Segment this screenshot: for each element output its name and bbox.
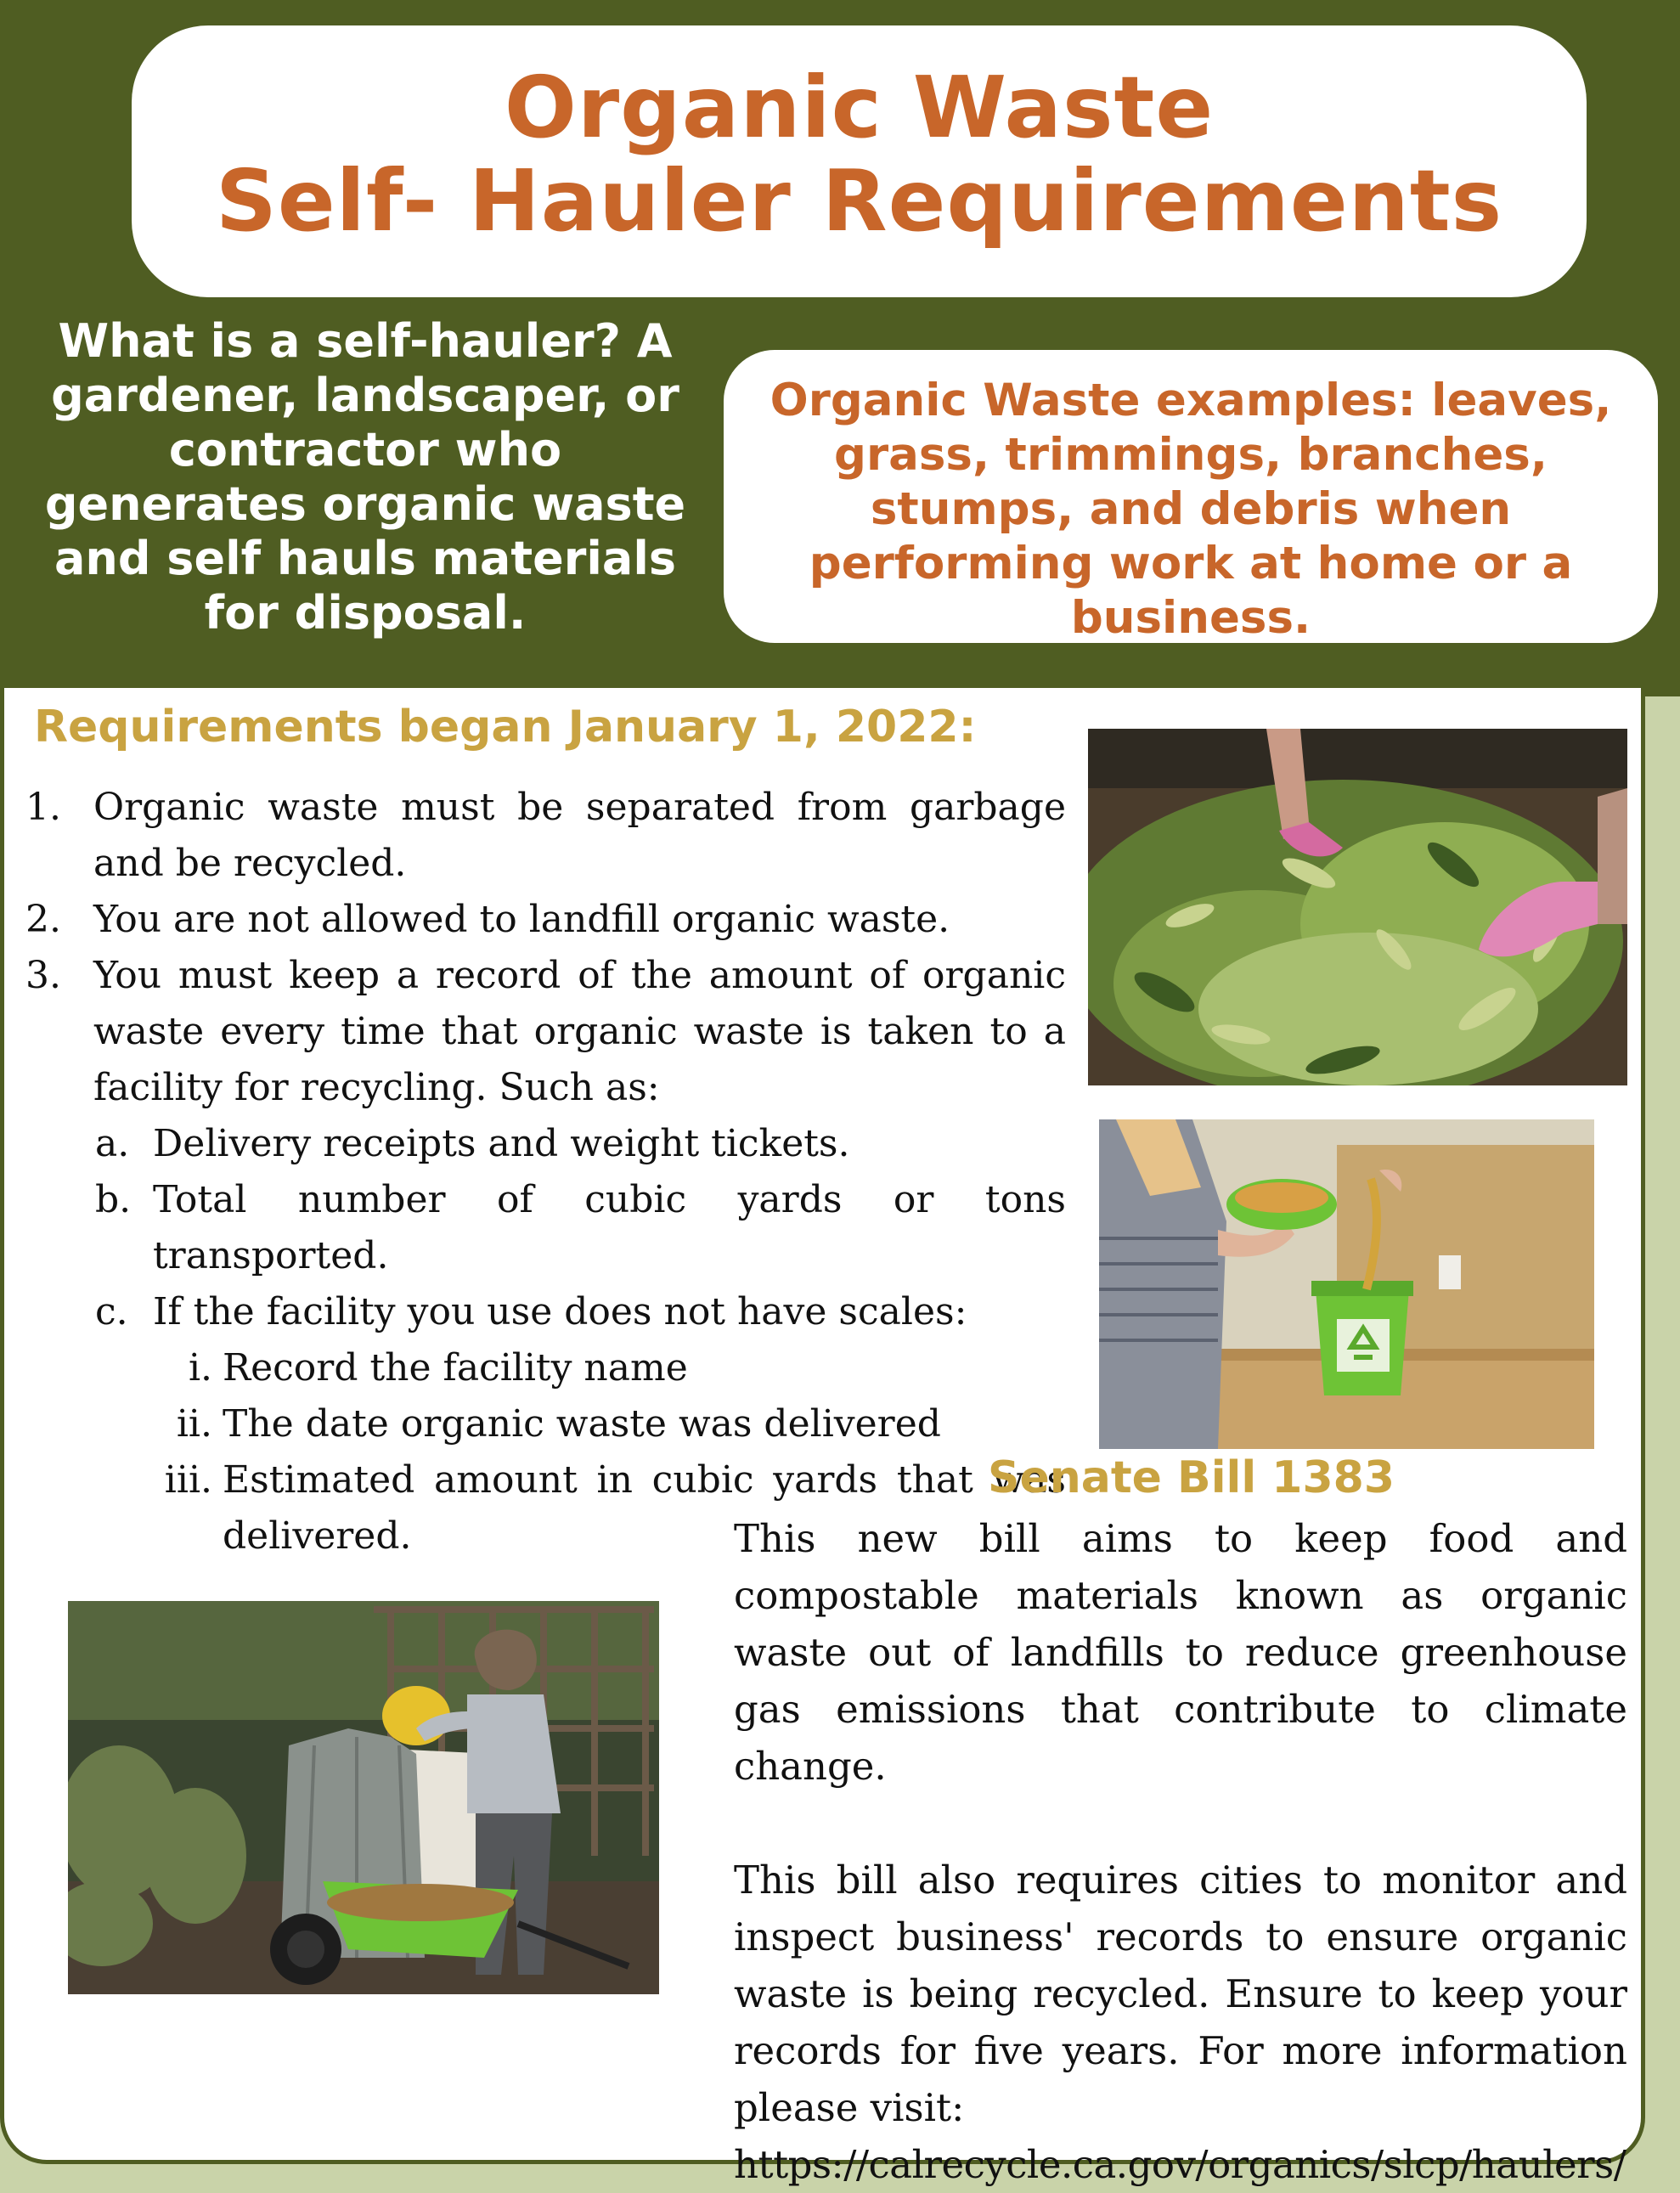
senate-bill-paragraph-2-text: This bill also requires cities to monitor and inspect business' records to ensure organic waste is being recycled. Ensure to keep your records for five years. For more information please visit: — [734, 1858, 1627, 2130]
recycle-bin-photo — [1099, 1119, 1594, 1449]
list-item-text: Total number of cubic yards or tons transported. — [153, 1178, 1066, 1277]
requirement-sub-sub-item — [25, 1396, 1066, 1452]
requirement-sub-sub-item — [25, 1340, 1066, 1396]
list-marker: i. — [188, 1346, 212, 1390]
senate-bill-paragraph-1: This new bill aims to keep food and compostable materials known as organic waste out of landfills to reduce greenhouse gas emissions that contribute to climate change. — [734, 1516, 1627, 1789]
senate-bill-heading: Senate Bill 1383 — [988, 1452, 1395, 1503]
requirement-item — [25, 948, 1066, 1116]
list-marker: b. — [95, 1178, 132, 1221]
header-banner — [0, 0, 1680, 696]
list-marker: a. — [95, 1122, 130, 1165]
list-marker: 1. — [25, 786, 61, 829]
list-item-text: You are not allowed to landfill organic waste. — [93, 898, 950, 941]
list-item-text: Organic waste must be separated from garbage and be recycled. — [93, 786, 1066, 885]
calrecycle-link[interactable]: https://calrecycle.ca.gov/organics/slcp/haulers/ — [734, 2142, 1626, 2187]
list-marker: 2. — [25, 898, 61, 941]
requirement-sub-item — [25, 1172, 1066, 1284]
requirement-item — [25, 892, 1066, 948]
gardener-compost-photo — [68, 1601, 659, 1994]
senate-bill-paragraph-2 — [734, 1852, 1627, 2193]
page-title-line-2: Self- Hauler Requirements — [215, 151, 1503, 251]
list-marker: 3. — [25, 954, 61, 997]
self-hauler-definition: What is a self-hauler? A gardener, landscaper, or contractor who generates organic waste and self hauls materials for disposal. — [44, 314, 686, 640]
list-item-text: The date organic waste was delivered — [223, 1402, 941, 1446]
list-item-text: You must keep a record of the amount of organic waste every time that organic waste is taken to a facility for recycling. Such as: — [93, 954, 1066, 1109]
senate-bill-text — [734, 1510, 1627, 2193]
list-marker: c. — [95, 1290, 128, 1333]
list-item-text: If the facility you use does not have scales: — [153, 1290, 967, 1333]
organic-waste-examples-box — [724, 350, 1658, 643]
requirement-sub-item — [25, 1116, 1066, 1172]
list-item-text: Record the facility name — [223, 1346, 688, 1390]
requirements-heading: Requirements began January 1, 2022: — [34, 702, 977, 753]
page-title-line-1: Organic Waste — [504, 58, 1215, 157]
list-item-text: Estimated amount in cubic yards that was delivered. — [223, 1458, 1066, 1558]
list-marker: iii. — [164, 1458, 212, 1502]
organic-waste-examples-text: Organic Waste examples: leaves, grass, trimmings, branches, stumps, and debris when performing work at home or a business. — [770, 375, 1612, 644]
requirement-sub-item — [25, 1284, 1066, 1340]
requirement-item — [25, 780, 1066, 892]
compost-hands-photo — [1088, 729, 1627, 1085]
list-marker: ii. — [176, 1402, 212, 1446]
list-item-text: Delivery receipts and weight tickets. — [153, 1122, 850, 1165]
title-box — [132, 25, 1587, 297]
requirements-list — [25, 780, 1066, 1564]
